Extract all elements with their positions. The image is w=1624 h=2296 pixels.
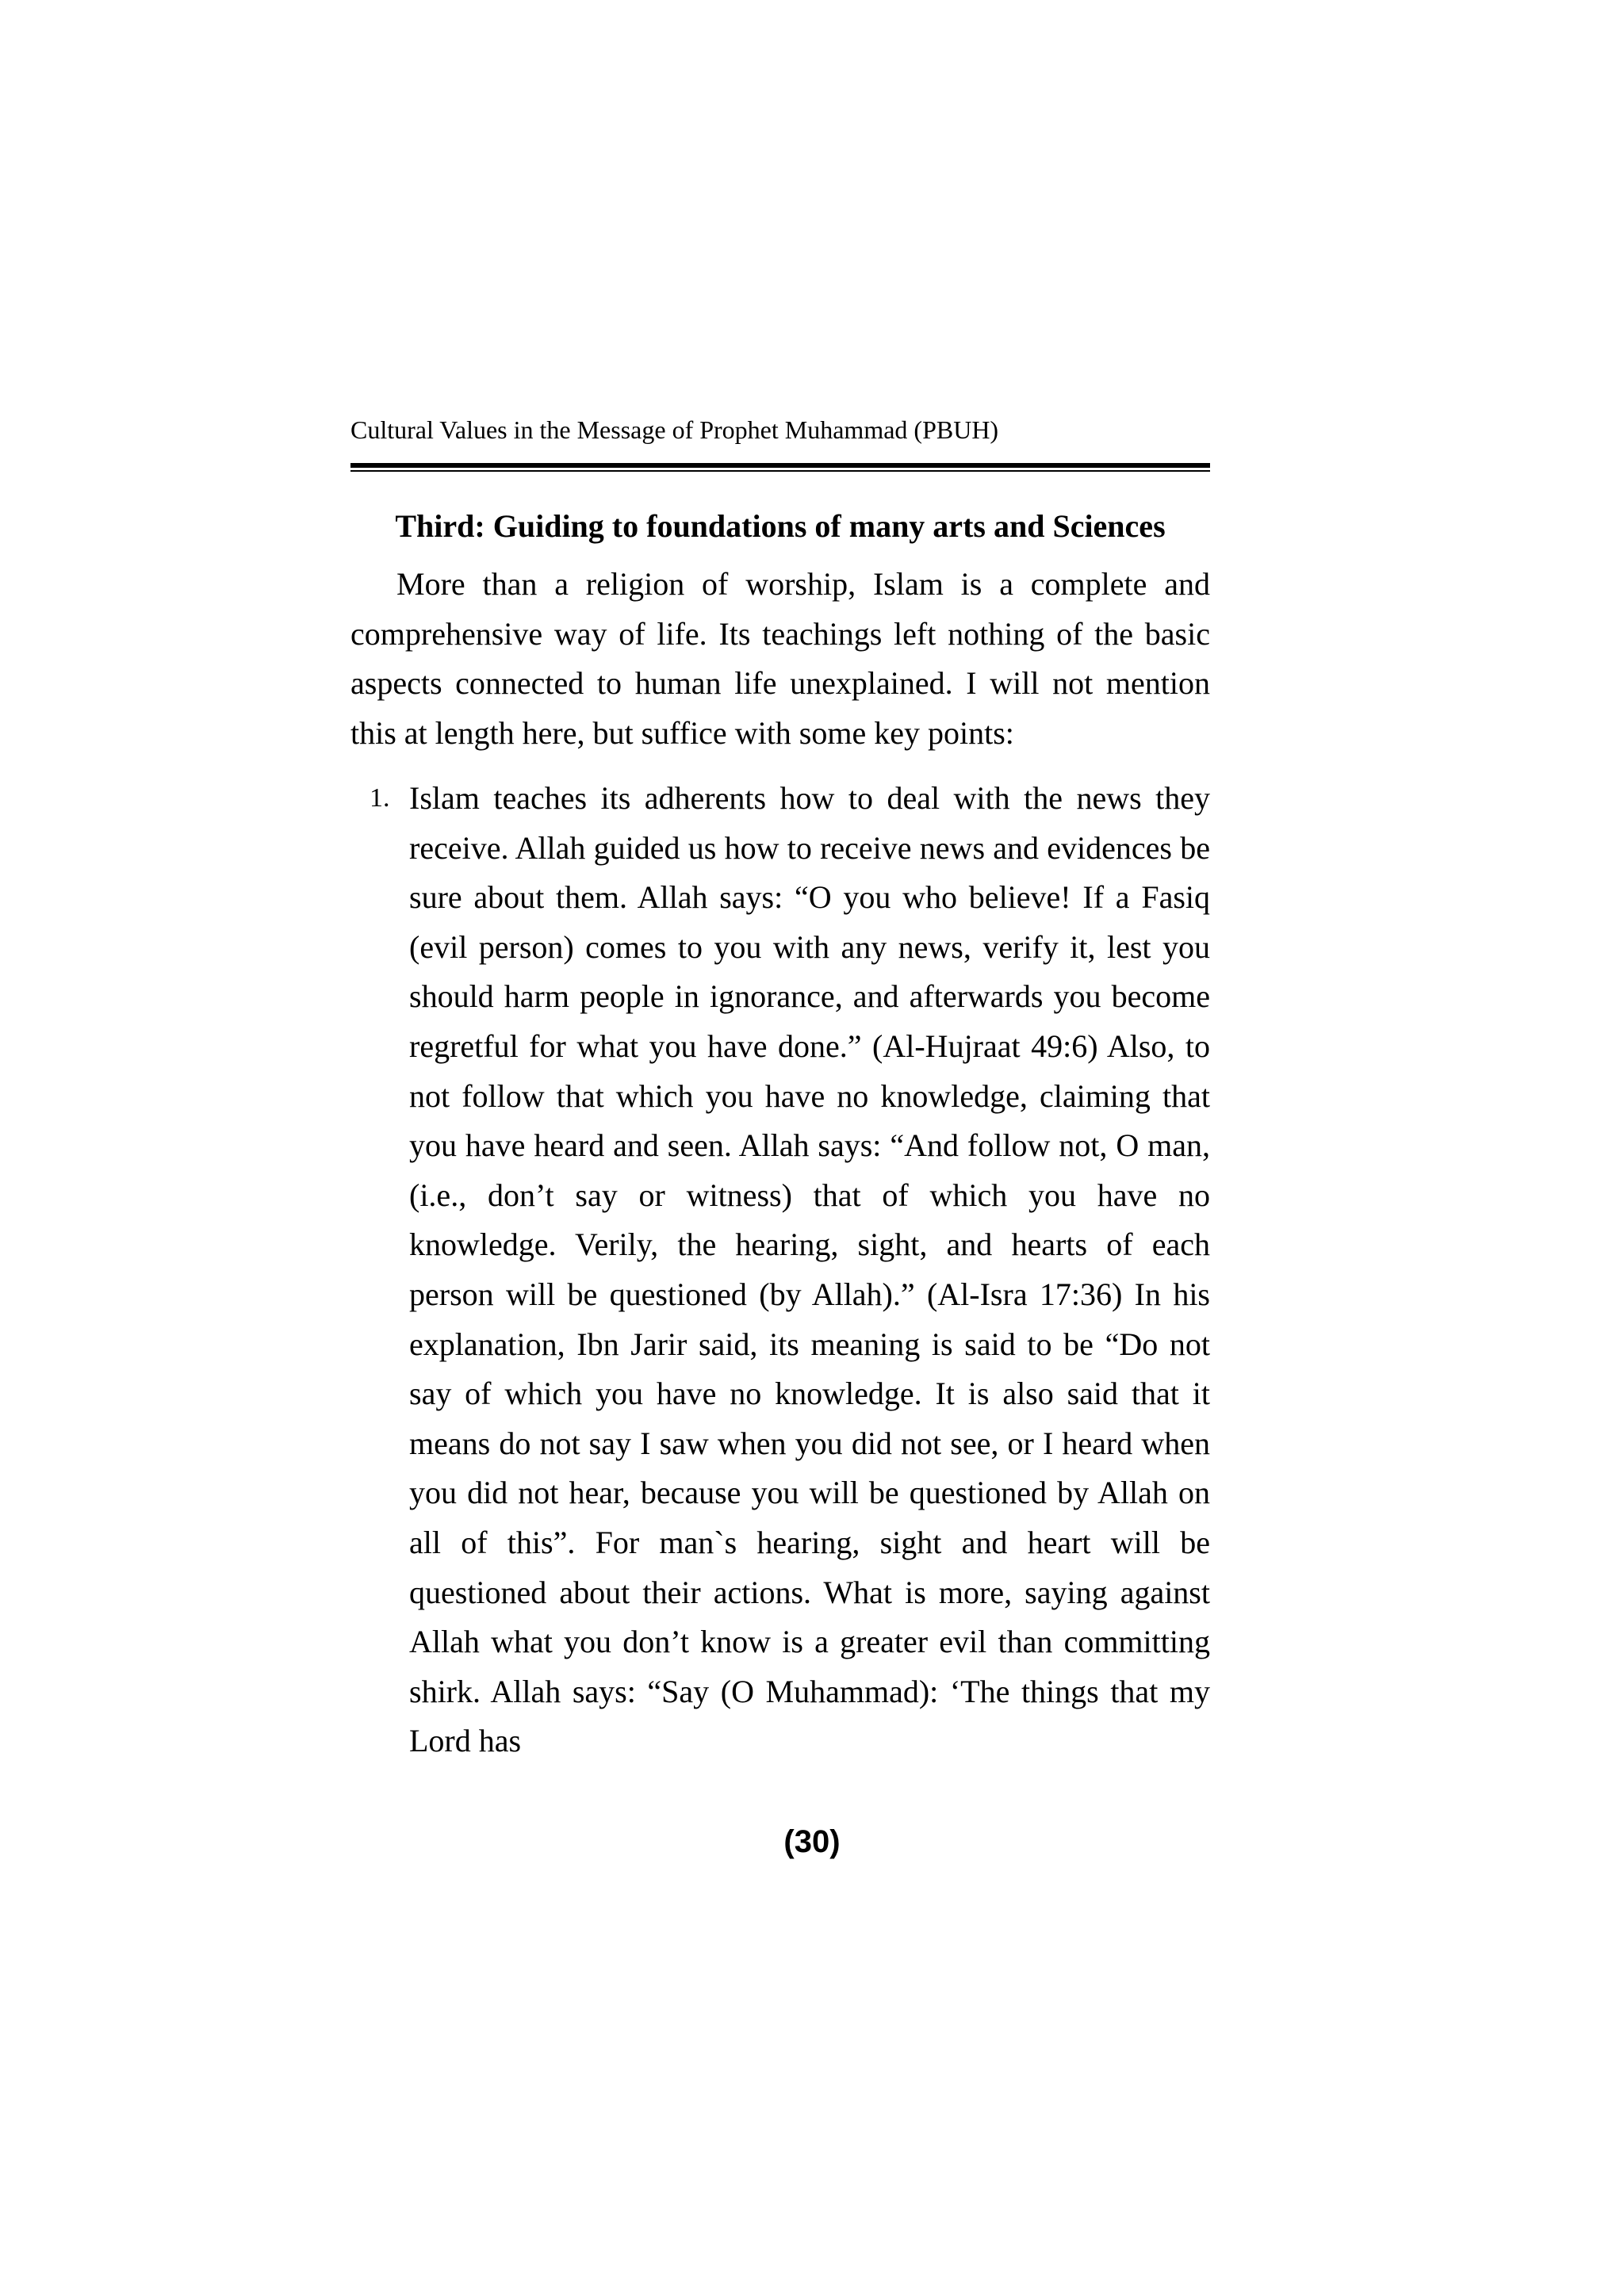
page-content	[350, 412, 1210, 1766]
list-item	[350, 774, 1210, 1766]
section-title: Third: Guiding to foundations of many arts and Sciences	[395, 508, 1166, 544]
intro-paragraph: More than a religion of worship, Islam is a complete and comprehensive way of life. Its teachings left nothing of the basic aspects connected to human life unexplained. I will not mention this at length here, but suffice with some key points:	[350, 566, 1210, 751]
running-header: Cultural Values in the Message of Prophet Muhammad (PBUH)	[350, 415, 999, 444]
header-double-rule	[350, 463, 1210, 468]
list-item-text: Islam teaches its adherents how to deal with the news they receive. Allah guided us how to receive news and evidences be sure about them. Allah says: “O you who believe! If a Fasiq (evil person) comes to you with any news, verify it, lest you should harm people in ignorance, and afterwards you become regretful for what you have done.” (Al-Hujraat 49:6) Also, to not follow that which you have no knowledge, claiming that you have heard and seen. Allah says: “And follow not, O man, (i.e., don’t say or witness) that of which you have no knowledge. Verily, the hearing, sight, and hearts of each person will be questioned (by Allah).” (Al-Isra 17:36) In his explanation, Ibn Jarir said, its meaning is said to be “Do not say of which you have no knowledge. It is also said that it means do not say I saw when you did not see, or I heard when you did not hear, because you will be questioned by Allah on all of this”. For man`s hearing, sight and heart will be questioned about their actions. What is more, saying against Allah what you don’t know is a greater evil than committing shirk. Allah says: “Say (O Muhammad): ‘The things that my Lord has	[409, 780, 1210, 1759]
list-item-number: 1.	[370, 783, 390, 813]
page-number: (30)	[783, 1824, 841, 1859]
numbered-list	[350, 774, 1210, 1766]
